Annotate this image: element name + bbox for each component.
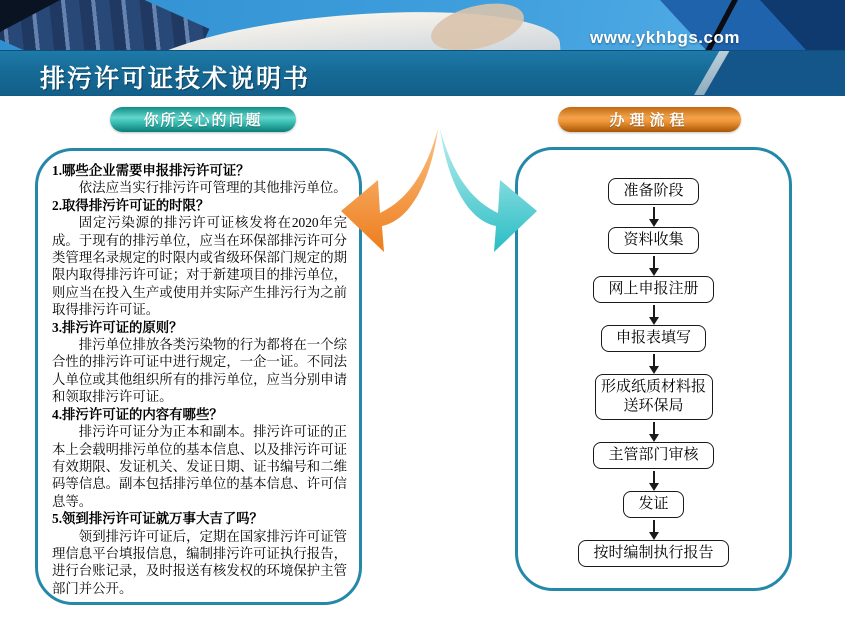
answer-3: 排污单位排放各类污染物的行为都将在一个综合性的排污许可证中进行规定，一企一证。不同法人单位或其他组织所有的排污单位，应当分别申请和领取排污许可证。 [52, 337, 347, 405]
answer-2: 固定污染源的排污许可证核发将在2020年完成。于现有的排污单位，应当在环保部排污许可分类管理名录规定的时限内或省级环保部门规定的期限内取得排污许可证；对于新建项目的排污单位，则应当在投入生产或使用并实际产生排污行为之前取得排污许可证。 [52, 215, 347, 318]
question-4: 4.排污许可证的内容有哪些？ [52, 406, 223, 422]
flow-down-arrow-icon [653, 471, 655, 484]
flow-step-3: 网上申报注册 [593, 276, 713, 303]
flow-down-arrow-icon [653, 305, 655, 318]
answer-4: 排污许可证分为正本和副本。排污许可证的正本上会载明排污单位的基本信息、以及排污许可证有效期限、发证机关、发证日期、证书编号和二维码等信息。副本包括排污单位的基本信息、许可信息等。 [52, 424, 347, 509]
answer-1: 依法应当实行排污许可管理的其他排污单位。 [78, 180, 347, 196]
question-5: 5.领到排污许可证就万事大吉了吗？ [52, 511, 263, 527]
flow-step-2: 资料收集 [608, 227, 698, 254]
header-photo [0, 0, 845, 50]
questions-panel [35, 148, 362, 605]
questions-button[interactable]: 你所关心的问题 [110, 107, 296, 132]
flow-down-arrow-icon [653, 256, 655, 269]
flow-down-arrow-icon [653, 520, 655, 533]
flow-step-4: 申报表填写 [601, 325, 706, 352]
website-url: www.ykhbgs.com [590, 28, 740, 47]
flow-step-7: 发证 [623, 491, 683, 518]
question-2: 2.取得排污许可证的时限？ [52, 197, 210, 213]
flow-down-arrow-icon [653, 207, 655, 220]
flow-step-5: 形成纸质材料报送环保局 [595, 374, 713, 420]
swoosh-arrow-left-icon [341, 129, 438, 252]
process-flowchart-panel [515, 147, 792, 591]
flow-step-6: 主管部门审核 [593, 442, 713, 469]
flow-down-arrow-icon [653, 354, 655, 367]
answer-5: 领到排污许可证后，定期在国家排污许可证管理信息平台填报信息，编制排污许可证执行报告，进行台账记录，及时报送有核发权的环境保护主管部门并公开。 [52, 528, 347, 596]
flow-step-8: 按时编制执行报告 [578, 540, 728, 567]
page-title: 排污许可证技术说明书 [40, 66, 311, 93]
title-band [0, 50, 845, 96]
flow-step-1: 准备阶段 [608, 178, 698, 205]
question-3: 3.排污许可证的原则？ [52, 319, 183, 335]
question-1: 1.哪些企业需要申报排污许可证？ [52, 163, 250, 178]
swoosh-arrow-right-icon [440, 129, 537, 252]
swoosh-arrows [318, 116, 550, 258]
process-button[interactable]: 办理流程 [558, 107, 741, 132]
flow-down-arrow-icon [653, 422, 655, 435]
